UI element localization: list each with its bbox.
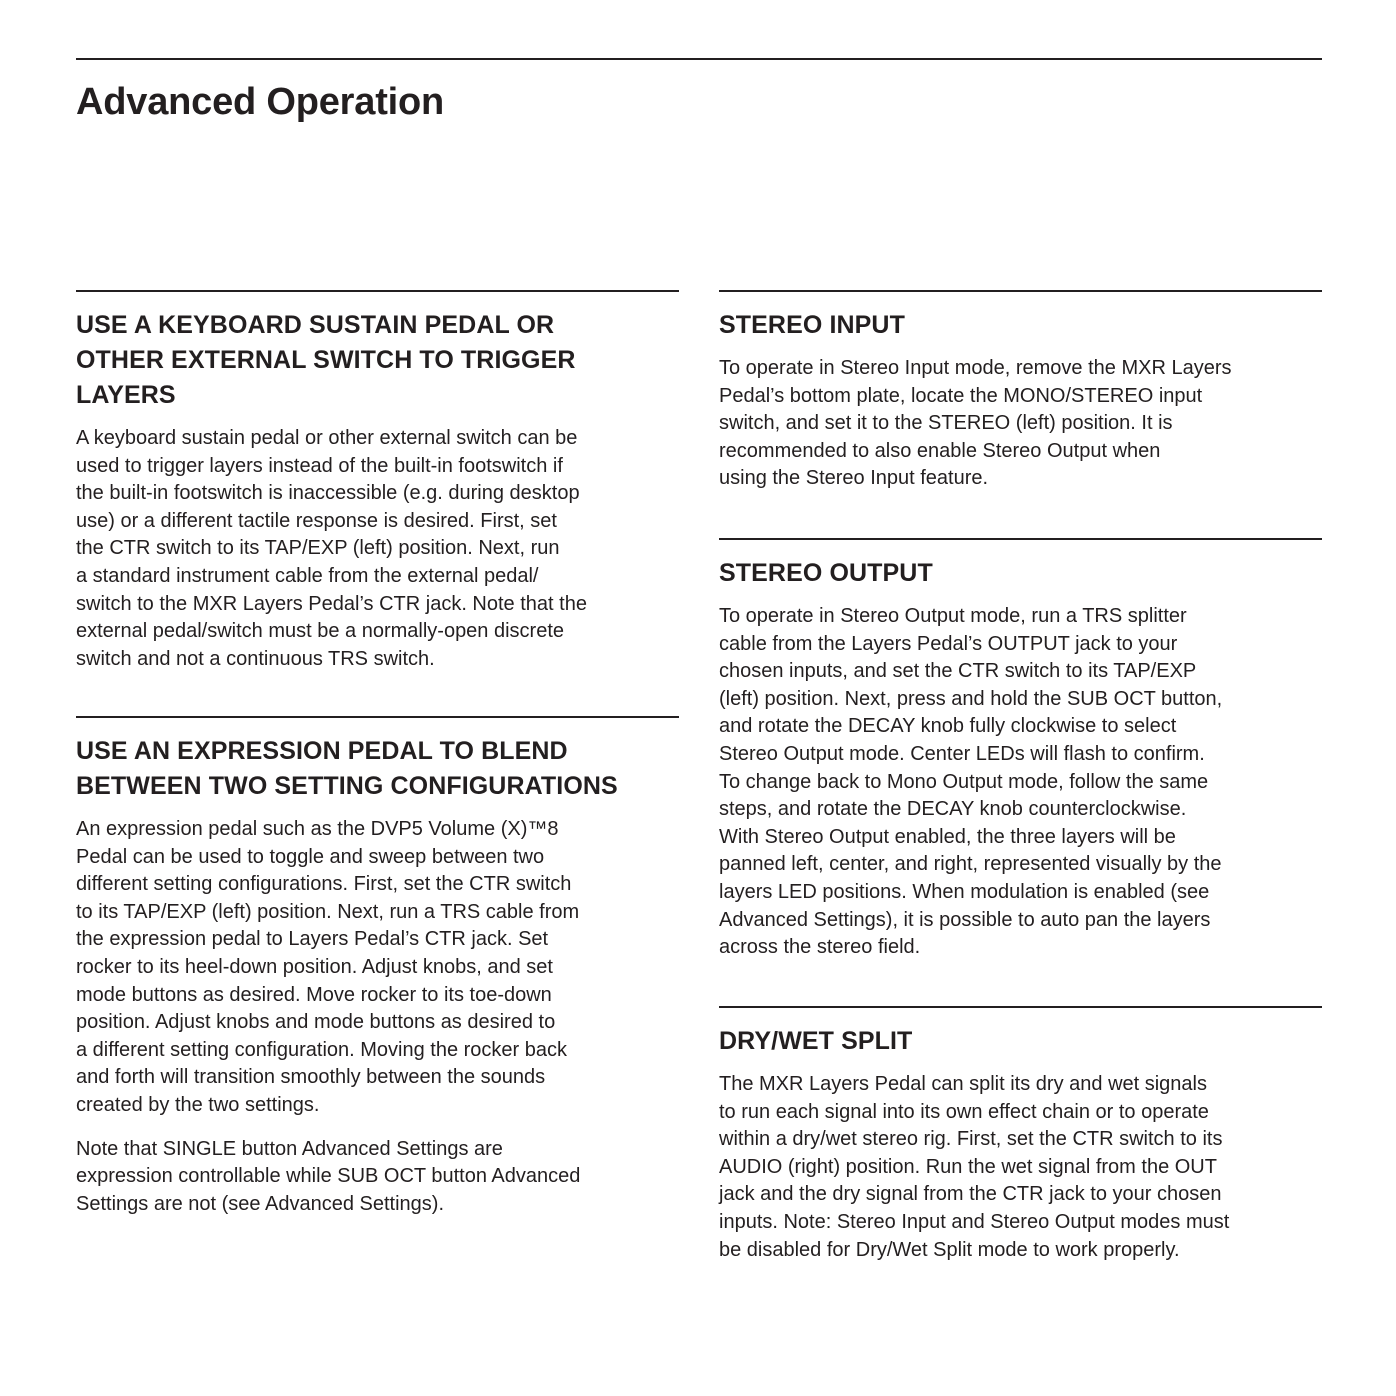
section-body: The MXR Layers Pedal can split its dry and wet signals to run each signal into its own effect chain or to operate within a dry/wet stereo rig. First, set the CTR switch to its AUDIO (right) position. Run the wet signal from the OUT jack and the dry signal from the CTR jack to your chosen inputs. Note: Stereo Input and Stereo Output modes must be disabled for Dry/Wet Split mode to work properly. [719,1073,1230,1261]
section-expression-pedal [76,716,679,1218]
section-heading: STEREO INPUT [719,311,905,339]
section-dry-wet-split [719,1006,1322,1264]
section-stereo-output [719,538,1322,962]
section-body: To operate in Stereo Input mode, remove the MXR Layers Pedal’s bottom plate, locate the MONO/STEREO input switch, and set it to the STEREO (left) position. It is recommended to also enable Stereo Output when using the Stereo Input feature. [719,357,1232,490]
section-body: An expression pedal such as the DVP5 Volume (X)™8 Pedal can be used to toggle and sweep between two different setting configurations. First, set the CTR switch to its TAP/EXP (left) position. Next, run a TRS cable from the expression pedal to Layers Pedal’s CTR jack. Set rocker to its heel-down position. Adjust knobs, and set mode buttons as desired. Move rocker to its toe-down position. Adjust knobs and mode buttons as desired to a different setting configuration. Moving the rocker back and forth will transition smoothly between the sounds created by the two settings. [76,818,580,1116]
title-rule [76,58,1322,60]
section-note: Note that SINGLE button Advanced Settings are expression controllable while SUB OCT button Advanced Settings are not (see Advanced Settings). [76,1137,581,1215]
section-body: A keyboard sustain pedal or other external switch can be used to trigger layers instead of the built-in footswitch if the built-in footswitch is inaccessible (e.g. during desktop use) or a different tactile response is desired. First, set the CTR switch to its TAP/EXP (left) position. Next, run a standard instrument cable from the external pedal/ switch to the MXR Layers Pedal’s CTR jack. Note that the external pedal/switch must be a normally-open discrete switch and not a continuous TRS switch. [76,427,587,670]
section-heading: DRY/WET SPLIT [719,1027,913,1055]
page-title: Advanced Operation [76,81,445,123]
section-stereo-input [719,290,1322,493]
section-heading: USE A KEYBOARD SUSTAIN PEDAL OR OTHER EXTERNAL SWITCH TO TRIGGER LAYERS [76,311,576,409]
section-keyboard-sustain-pedal [76,290,679,673]
section-body: To operate in Stereo Output mode, run a TRS splitter cable from the Layers Pedal’s OUTPUT jack to your chosen inputs, and set the CTR switch to its TAP/EXP (left) position. Next, press and hold the SUB OCT button, and rotate the DECAY knob fully clockwise to select Stereo Output mode. Center LEDs will flash to confirm. To change back to Mono Output mode, follow the same steps, and rotate the DECAY knob counterclockwise. With Stereo Output enabled, the three layers will be panned left, center, and right, represented visually by the layers LED positions. When modulation is enabled (see Advanced Settings), it is possible to auto pan the layers across the stereo field. [719,605,1223,959]
section-heading: STEREO OUTPUT [719,559,933,587]
section-heading: USE AN EXPRESSION PEDAL TO BLEND BETWEEN TWO SETTING CONFIGURATIONS [76,737,618,800]
